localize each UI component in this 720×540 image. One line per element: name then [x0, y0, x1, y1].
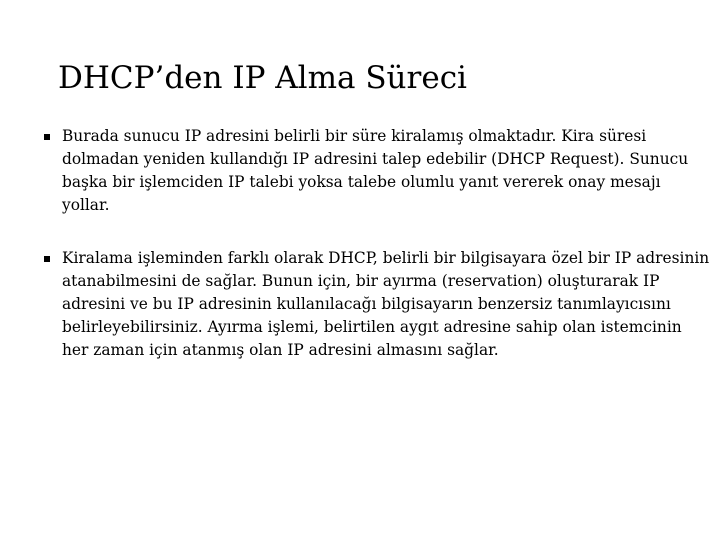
- square-bullet-icon: [44, 256, 50, 262]
- bullet-item-lease-renewal: [44, 125, 712, 217]
- bullet-text: Burada sunucu IP adresini belirli bir süre kiralamış olmaktadır. Kira süresi dolmadan yeniden kullandığı IP adresini talep edebilir (DHCP Request). Sunucu başka bir işlemciden IP talebi yoksa talebe olumlu yanıt vererek onay mesajı yollar.: [62, 127, 689, 214]
- bullet-item-reservation: [44, 247, 712, 362]
- square-bullet-icon: [44, 134, 50, 140]
- bullet-text: Kiralama işleminden farklı olarak DHCP, belirli bir bilgisayara özel bir IP adresinin atanabilmesini de sağlar. Bunun için, bir ayırma (reservation) oluşturarak IP adresini ve bu IP adresinin kullanılacağı bilgisayarın benzersiz tanımlayıcısını belirleyebilirsiniz. Ayırma işlemi, belirtilen aygıt adresine sahip olan istemcinin her zaman için atanmış olan IP adresini almasını sağlar.: [62, 249, 710, 359]
- slide-title: DHCP’den IP Alma Süreci: [58, 60, 467, 96]
- bullet-list: [44, 125, 712, 392]
